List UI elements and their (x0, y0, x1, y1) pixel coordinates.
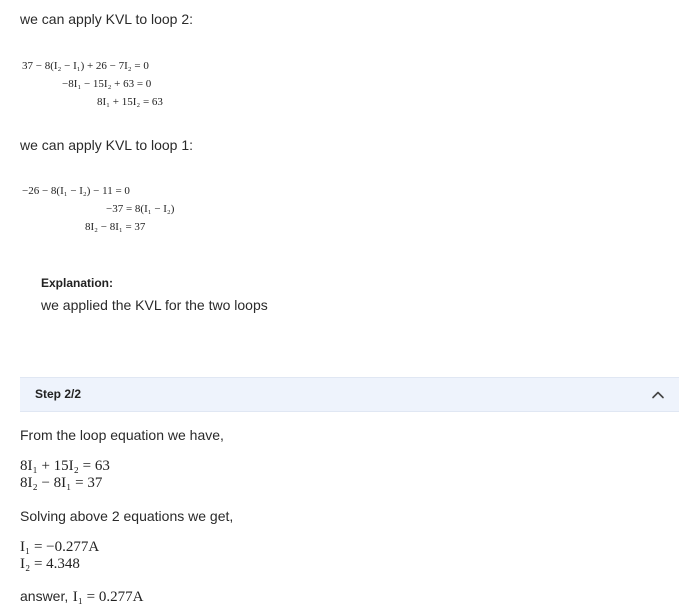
step-2-label: Step 2/2 (35, 387, 82, 401)
step2-intro: From the loop equation we have, (20, 427, 224, 443)
final-answer (20, 588, 143, 606)
loop2-equation-3: 8I₁ + 15I₂ = 63 (97, 96, 163, 108)
loop2-equation-2: −8I₁ − 15I₂ + 63 = 0 (62, 78, 152, 90)
step2-equation-2: 8I₂ − 8I₁ = 37 (20, 475, 103, 491)
loop2-intro: we can apply KVL to loop 2: (20, 11, 194, 27)
step-2-header[interactable] (20, 377, 679, 412)
loop1-equation-1: −26 − 8(I₁ − I₂) − 11 = 0 (22, 185, 130, 197)
answer-value: I₁ = 0.277A (72, 589, 144, 605)
step2-equation-1: 8I₁ + 15I₂ = 63 (20, 458, 110, 474)
explanation-title: Explanation: (41, 276, 114, 290)
solving-text: Solving above 2 equations we get, (20, 508, 234, 524)
answer-label: answer, (20, 588, 69, 604)
chevron-up-icon[interactable] (651, 388, 665, 402)
result-i2: I₂ = 4.348 (20, 556, 80, 572)
loop2-equation-1: 37 − 8(I₂ − I₁) + 26 − 7I₂ = 0 (22, 60, 149, 72)
loop1-intro: we can apply KVL to loop 1: (20, 137, 194, 153)
loop1-equation-3: 8I₂ − 8I₁ = 37 (85, 221, 146, 233)
explanation-text: we applied the KVL for the two loops (41, 297, 268, 313)
loop1-equation-2: −37 = 8(I₁ − I₂) (106, 203, 175, 215)
result-i1: I₁ = −0.277A (20, 539, 100, 555)
